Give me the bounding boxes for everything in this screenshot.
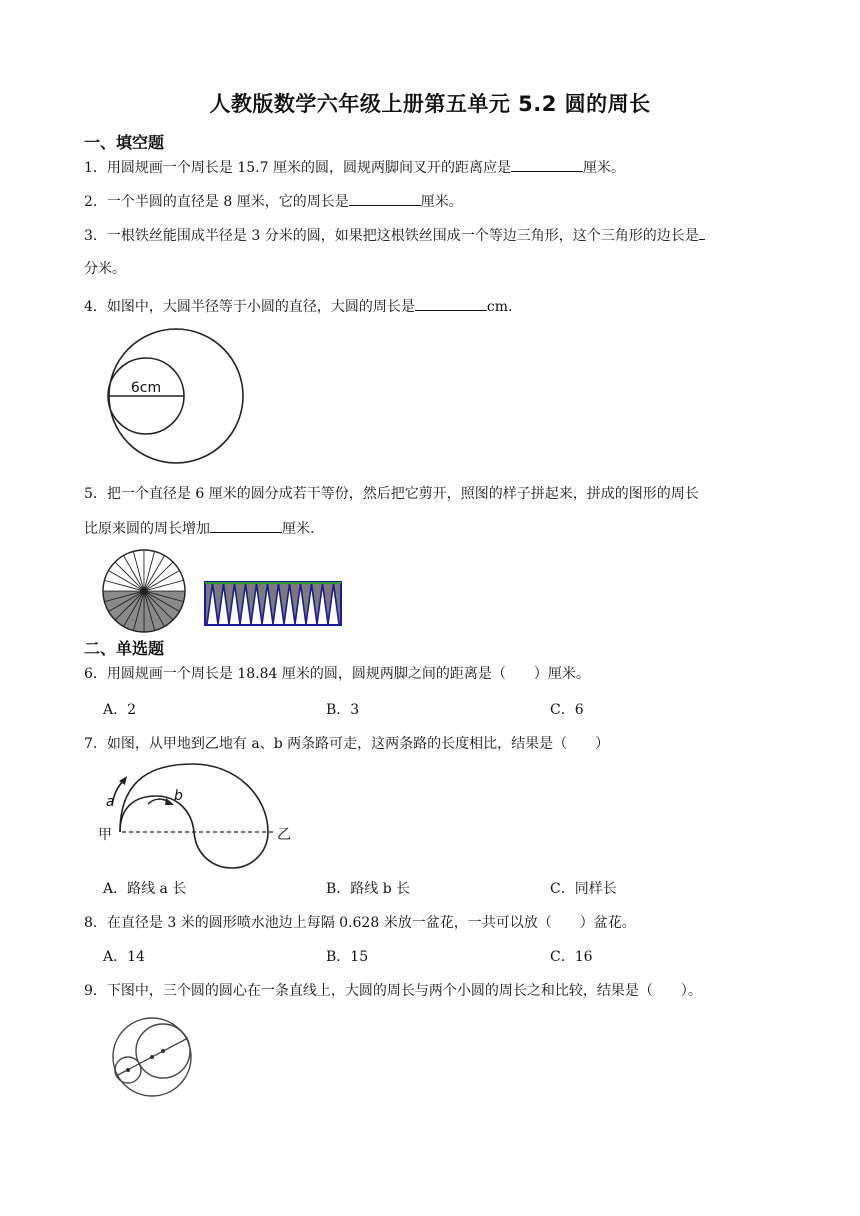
question-3-line-1 bbox=[84, 225, 705, 246]
path-b-upper bbox=[120, 796, 194, 832]
question-4-figure bbox=[104, 326, 254, 468]
page-title: 人教版数学六年级上册第五单元 5.2 圆的周长 bbox=[209, 92, 651, 116]
question-2-unit: 厘米。 bbox=[420, 194, 463, 210]
path-b-label: b bbox=[174, 788, 183, 804]
center-point bbox=[150, 1055, 154, 1059]
section-heading-fill: 一、填空题 bbox=[84, 133, 165, 152]
end-point-label: 乙 bbox=[277, 827, 291, 843]
question-3-unit: 分米。 bbox=[84, 261, 126, 277]
question-4-text: 4．如图中，大圆半径等于小圆的直径，大圆的周长是 bbox=[84, 299, 415, 315]
question-1 bbox=[84, 157, 625, 178]
question-5-rearranged-figure bbox=[203, 580, 343, 628]
question-7-text: 7．如图，从甲地到乙地有 a、b 两条路可走，这两条路的长度相比，结果是（ ） bbox=[84, 736, 610, 752]
question-2 bbox=[84, 191, 463, 212]
option-a[interactable]: A．14 bbox=[103, 949, 145, 965]
question-8 bbox=[84, 913, 636, 933]
question-5-line-2 bbox=[84, 518, 314, 539]
question-3-text: 3．一根铁丝能围成半径是 3 分米的圆，如果把这根铁丝围成一个等边三角形，这个三角形的边长是 bbox=[84, 228, 699, 244]
option-b[interactable]: B．15 bbox=[326, 949, 369, 965]
center-point bbox=[126, 1068, 130, 1072]
question-6-text: 6．用圆规画一个周长是 18.84 厘米的圆，圆规两脚之间的距离是（ ）厘米。 bbox=[84, 666, 590, 682]
path-a-label: a bbox=[106, 794, 115, 810]
question-7-figure bbox=[96, 756, 296, 872]
question-1-unit: 厘米。 bbox=[582, 160, 625, 176]
question-2-text: 2．一个半圆的直径是 8 厘米，它的周长是 bbox=[84, 194, 349, 210]
question-5-text: 5．把一个直径是 6 厘米的圆分成若干等份，然后把它剪开，照图的样子拼起来，拼成的图形的周长 bbox=[84, 486, 699, 502]
question-5-unit: 厘米. bbox=[282, 521, 315, 537]
option-c[interactable]: C．16 bbox=[550, 949, 593, 965]
center-point bbox=[161, 1049, 165, 1053]
option-c[interactable]: C．6 bbox=[550, 702, 584, 718]
question-5-line-1 bbox=[84, 484, 699, 504]
section-heading-choice: 二、单选题 bbox=[84, 639, 165, 658]
answer-blank[interactable] bbox=[415, 296, 487, 311]
question-1-text: 1．用圆规画一个周长是 15.7 厘米的圆，圆规两脚间叉开的距离应是 bbox=[84, 160, 511, 176]
answer-blank[interactable] bbox=[349, 191, 421, 206]
question-9-figure bbox=[104, 1016, 204, 1098]
answer-blank[interactable] bbox=[210, 518, 282, 533]
diameter-label: 6cm bbox=[130, 380, 162, 396]
question-4-unit: cm. bbox=[486, 299, 513, 315]
option-c[interactable]: C．同样长 bbox=[550, 881, 617, 897]
option-a[interactable]: A．2 bbox=[103, 702, 137, 718]
question-8-text: 8．在直径是 3 米的圆形喷水池边上每隔 0.628 米放一盆花，一共可以放（ ）盆花。 bbox=[84, 915, 636, 931]
question-7 bbox=[84, 734, 609, 754]
question-4 bbox=[84, 296, 512, 317]
path-b-lower bbox=[194, 832, 268, 868]
question-9 bbox=[84, 981, 702, 1001]
question-6 bbox=[84, 664, 590, 684]
answer-blank[interactable] bbox=[511, 157, 583, 172]
option-b[interactable]: B．路线 b 长 bbox=[326, 881, 411, 897]
question-9-text: 9．下图中，三个圆的圆心在一条直线上，大圆的周长与两个小圆的周长之和比较，结果是（ ）。 bbox=[84, 983, 702, 999]
start-point-label: 甲 bbox=[98, 827, 112, 843]
question-5-text-2: 比原来圆的周长增加 bbox=[84, 521, 210, 537]
option-a[interactable]: A．路线 a 长 bbox=[103, 881, 187, 897]
option-b[interactable]: B．3 bbox=[326, 702, 360, 718]
question-5-sectored-circle bbox=[100, 547, 190, 637]
answer-blank[interactable] bbox=[699, 225, 705, 240]
question-3-line-2 bbox=[84, 259, 126, 279]
